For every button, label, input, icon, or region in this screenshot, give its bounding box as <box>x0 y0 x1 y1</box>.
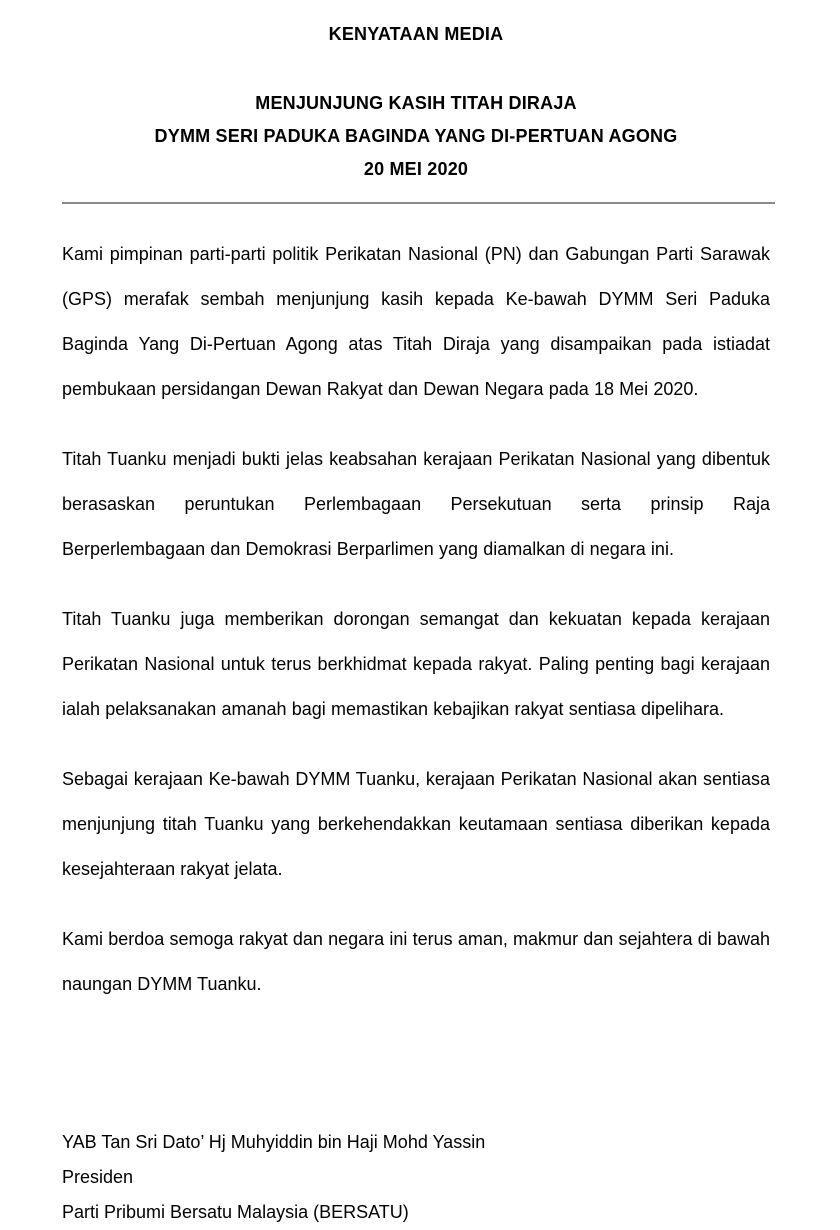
signatory-name: YAB Tan Sri Dato’ Hj Muhyiddin bin Haji Mohd Yassin <box>62 1132 486 1152</box>
signature-block <box>62 1125 770 1230</box>
body-paragraph: Titah Tuanku juga memberikan dorongan semangat dan kekuatan kepada kerajaan Perikatan Nasional untuk terus berkhidmat kepada rakyat. Paling penting bagi kerajaan ialah pelaksanakan amanah bagi memastikan kebajikan rakyat sentiasa dipelihara. <box>62 609 770 719</box>
statement-date: 20 MEI 2020 <box>363 159 469 179</box>
subject-heading-line-1: MENJUNJUNG KASIH TITAH DIRAJA <box>255 93 577 113</box>
statement-body <box>62 232 770 1007</box>
body-paragraph: Kami berdoa semoga rakyat dan negara ini terus aman, makmur dan sejahtera di bawah naungan DYMM Tuanku. <box>62 929 770 994</box>
body-paragraph: Titah Tuanku menjadi bukti jelas keabsahan kerajaan Perikatan Nasional yang dibentuk berasaskan peruntukan Perlembagaan Persekutuan serta prinsip Raja Berperlembagaan dan Demokrasi Berparlimen yang diamalkan di negara ini. <box>62 449 770 559</box>
subject-heading-line-2: DYMM SERI PADUKA BAGINDA YANG DI-PERTUAN AGONG <box>154 126 678 146</box>
body-paragraph: Kami pimpinan parti-parti politik Perikatan Nasional (PN) dan Gabungan Parti Sarawak (GPS) merafak sembah menjunjung kasih kepada Ke-bawah DYMM Seri Paduka Baginda Yang Di-Pertuan Agong atas Titah Diraja yang disampaikan pada istiadat pembukaan persidangan Dewan Rakyat dan Dewan Negara pada 18 Mei 2020. <box>62 244 770 399</box>
body-paragraph: Sebagai kerajaan Ke-bawah DYMM Tuanku, kerajaan Perikatan Nasional akan sentiasa menjunjung titah Tuanku yang berkehendakkan keutamaan sentiasa diberikan kepada kesejahteraan rakyat jelata. <box>62 769 770 879</box>
signatory-organisation: Parti Pribumi Bersatu Malaysia (BERSATU) <box>62 1202 409 1222</box>
masthead <box>62 0 770 45</box>
subject-heading-block <box>62 87 770 186</box>
document-type-heading: KENYATAAN MEDIA <box>328 24 504 44</box>
header-divider <box>62 202 775 204</box>
document-content <box>62 0 770 1230</box>
signatory-position: Presiden <box>62 1167 134 1187</box>
